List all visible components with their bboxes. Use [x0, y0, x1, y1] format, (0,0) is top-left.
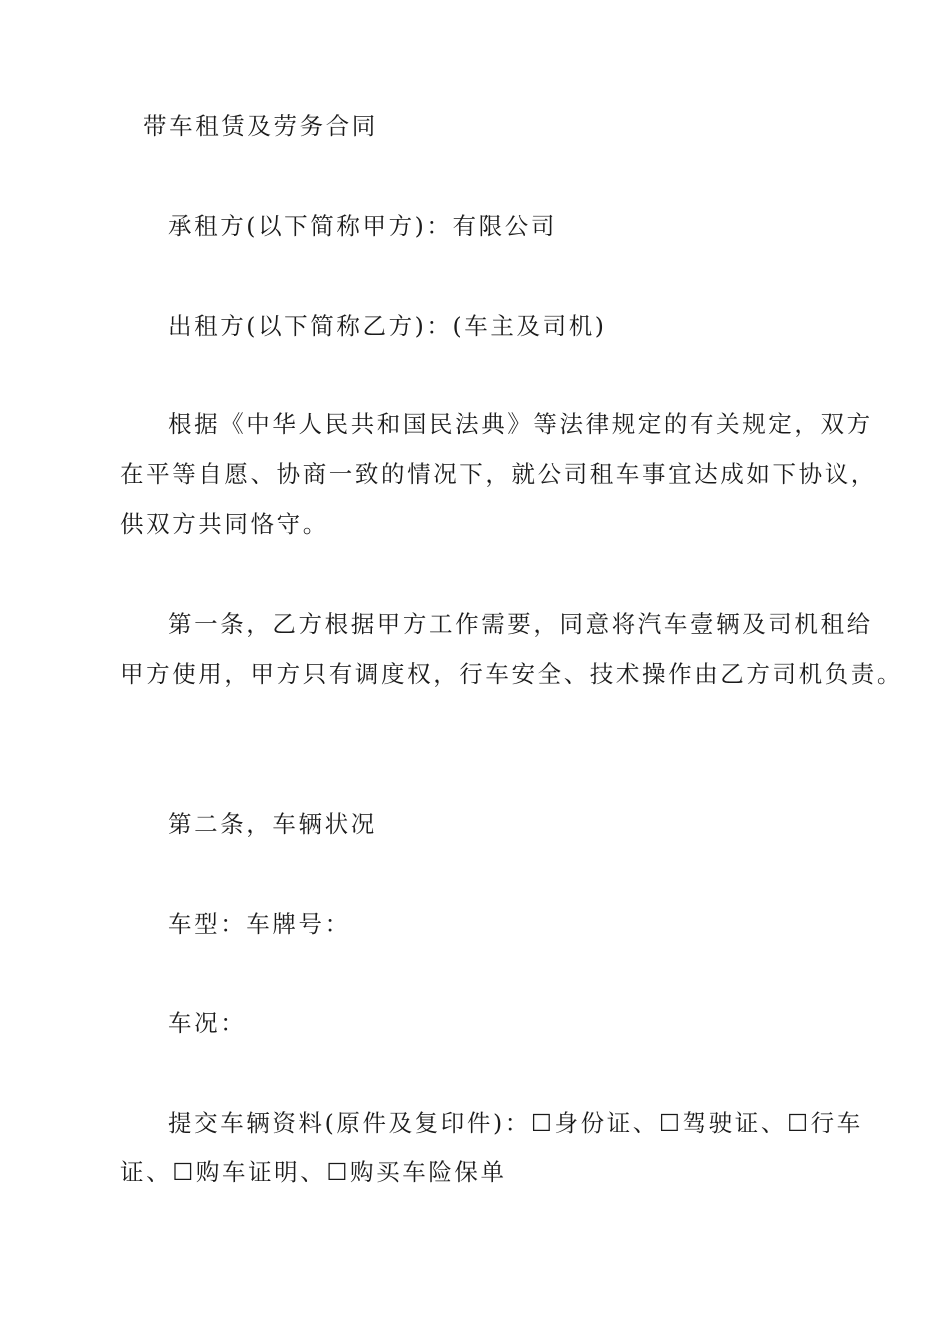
party-a-line: 承租方(以下简称甲方)：有限公司 — [168, 212, 557, 240]
preamble-line-3: 供双方共同恪守。 — [120, 510, 329, 538]
article-1-line-1: 第一条，乙方根据甲方工作需要，同意将汽车壹辆及司机租给 — [168, 610, 873, 638]
vehicle-model-plate-line: 车型：车牌号： — [168, 910, 351, 938]
document-title: 带车租赁及劳务合同 — [143, 112, 378, 140]
documents-line-1: 提交车辆资料(原件及复印件)：☐身份证、☐驾驶证、☐行车 — [168, 1109, 863, 1137]
article-1-line-2: 甲方使用，甲方只有调度权，行车安全、技术操作由乙方司机负责。 — [120, 660, 903, 688]
article-2-heading: 第二条，车辆状况 — [168, 810, 377, 838]
party-b-line: 出租方(以下简称乙方)：(车主及司机) — [168, 312, 607, 340]
preamble-line-2: 在平等自愿、协商一致的情况下，就公司租车事宜达成如下协议， — [120, 460, 877, 488]
documents-line-2: 证、☐购车证明、☐购买车险保单 — [120, 1158, 507, 1186]
vehicle-condition-line: 车况： — [168, 1009, 247, 1037]
preamble-line-1: 根据《中华人民共和国民法典》等法律规定的有关规定，双方 — [168, 410, 873, 438]
